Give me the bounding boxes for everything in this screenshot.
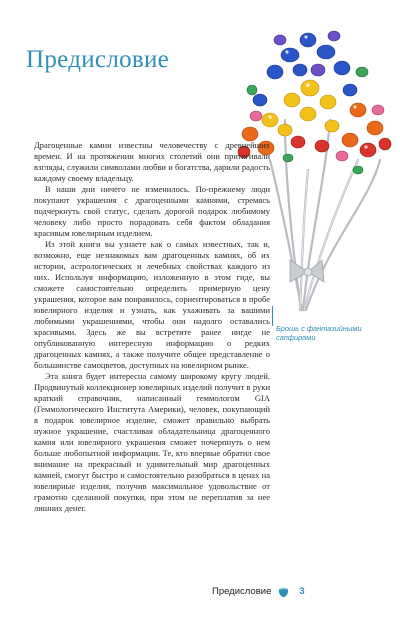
footer-section-title: Предисловие <box>212 585 272 597</box>
page-footer <box>212 583 305 599</box>
page-title: Предисловие <box>26 46 170 73</box>
page-number: 3 <box>299 585 305 597</box>
paragraph: В наши дни ничего не изменилось. По-прежнему люди покупают украшения с драгоценными камнями, стремясь подчеркнуть свой статус, сделать дорогой подарок любимому человеку либо просто порадовать себя фактом обладания красивым ювелирным изделием. <box>34 184 270 238</box>
body-text <box>34 140 270 514</box>
gem-icon <box>277 585 290 598</box>
paragraph: Эта книга будет интересна самому широкому кругу людей. Продвинутый коллекционер ювелирных изделий получит в руки краткий справочник, написанный геммологом GIA (Геммологического Института Америки), человек, покупающий в подарок ювелирное изделие, сможет правильно выбрать нужное украшение, счастливая обладательница драгоценного камня или ювелирного украшения сможет почерпнуть о нем больше любопытной информации. Те, кто впервые обратил свое внимание на прекрасный и удивительный мир драгоценных камней, смогут быстро и самостоятельно разобраться в ценах на ювелирные изделия, получив максимальное удовольствие от грамотно сделанной покупки, при этом не переплатив за нее лишних денег. <box>34 371 270 513</box>
caption-line <box>272 306 273 326</box>
paragraph: Из этой книги вы узнаете как о самых известных, так и, возможно, еще незнакомых вам драгоценных камнях, об их истории, астрологических и лечебных свойствах каждого из них. Используя информацию, изложенную в этом гиде, вы сможете самостоятельно определить примерную цену украшения, которое вам понравилось, сориентироваться в пробе ювелирного изделия и узнать, как ухаживать за вашими любимыми украшениями, чтобы они надолго оставались красивыми. Здесь же вы встретите ранее нигде не опубликованную интересную информацию о редких драгоценных камнях, а также получите общее представление о большинстве самоцветов, доступных на ювелирном рынке. <box>34 239 270 370</box>
image-caption: Брошь с фантазийными сапфирами <box>276 324 362 342</box>
paragraph: Драгоценные камни известны человечеству с древнейших времен. И на протяжении многих столетий они притягивали взгляды, служили символами любви и богатства, дарили радость каждому своему владельцу. <box>34 140 270 183</box>
